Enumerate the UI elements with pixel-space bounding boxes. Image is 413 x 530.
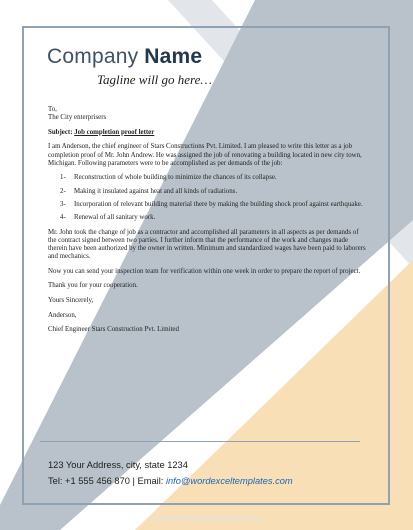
company-name <box>47 45 202 69</box>
list-item-text: Reconstruction of whole building to minimize the chances of its collapse. <box>74 174 277 182</box>
list-item-text: Making it insulated against heat and all kinds of radiations. <box>74 187 238 195</box>
recipient-line: The City enterprisers <box>48 114 107 122</box>
footer-email-link[interactable]: info@wordexceltemplates.com <box>165 476 293 486</box>
list-item <box>60 214 368 222</box>
subject-label: Subject: <box>48 128 73 136</box>
list-item-text: Incorporation of relevant building material there by making the building shock proof against earthquake. <box>74 200 363 208</box>
footer-contact <box>48 476 293 486</box>
paragraph-thanks: Thank you for your cooperation. <box>48 282 138 290</box>
paragraph-intro: I am Anderson, the chief engineer of Stars Constructions Pvt. Limited. I am pleased to write this letter as a job completion proof of Mr. John Andrew. He was assigned the job of renovating a building located in new city town, Michigan. Following parameters were to be accomplished as per demands of the job: <box>48 143 362 167</box>
company-name-light: Company <box>47 45 139 68</box>
signer-name: Anderson, <box>48 311 77 319</box>
watermark: wordletterheadtemplates.com <box>150 513 263 523</box>
list-item-text: Renewal of all sanitary work. <box>74 214 156 221</box>
company-name-bold: Name <box>144 45 203 68</box>
to-line: To, <box>48 106 57 113</box>
paragraph-performance: Mr. John took the change of job as a contractor and accomplished all parameters in all aspects as per demands of the contract signed between two parties. I further inform that the performance of the work and changes made therein have been authorized by the owner in written. Minimum and standardized wages have been paid to laborers and mechanics. <box>48 228 366 261</box>
tagline: Tagline will go here… <box>97 72 212 87</box>
list-item <box>60 201 368 209</box>
list-item <box>60 188 368 196</box>
list-item <box>60 174 368 182</box>
list-item-number: 1- <box>60 174 66 182</box>
parameter-list <box>60 174 368 222</box>
footer-phone: Tel: +1 555 456 870 | Email: <box>48 476 166 486</box>
list-item-number: 2- <box>60 187 66 195</box>
signer-title: Chief Engineer Stars Construction Pvt. Limited <box>48 326 179 334</box>
list-item-number: 3- <box>60 200 66 208</box>
subject-text: Job completion proof letter <box>74 128 155 136</box>
subject-line <box>48 129 368 137</box>
letter-closing <box>48 297 368 334</box>
letter-to <box>48 106 368 122</box>
footer-address: 123 Your Address, city, state 1234 <box>48 460 188 470</box>
list-item-number: 4- <box>60 214 66 221</box>
letter-body <box>48 106 368 341</box>
paragraph-inspection: Now you can send your inspection team for verification within one week in order to prepare the report of project. <box>48 267 361 275</box>
footer-divider <box>40 441 360 442</box>
closing-salutation: Yours Sincerely, <box>48 296 94 304</box>
